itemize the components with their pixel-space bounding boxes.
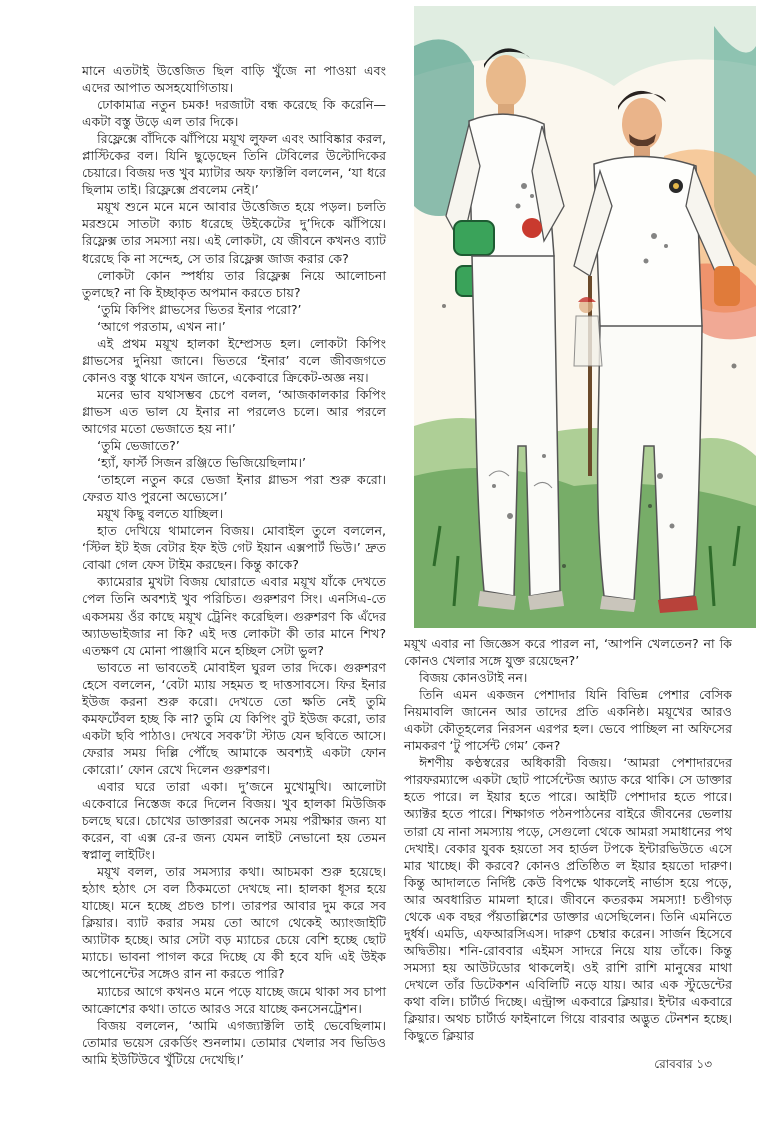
- paragraph: বিজয় বললেন, ‘আমি এগজ্যাক্টলি তাই ভেবেছিলাম। তোমার ভয়েস রেকর্ডিং শুনলাম। তোমার খেলার সব ভিডিও আমি ইউটিউবে খুঁটিয়ে দেখেছি।’: [82, 1017, 386, 1067]
- paragraph: ময়ূখ বলল, তার সমস্যার কথা। আচমকা শুরু হয়েছে। হঠাৎ হঠাৎ সে বল ঠিকমতো দেখছে না। হালকা ধূসর হয়ে যাচ্ছে। মনে হচ্ছে প্রচণ্ড চাপ। তারপর আবার দুম করে সব ক্লিয়ার। ব্যাট করার সময় তো আগে থেকেই অ্যাংজাইটি অ্যাটাক হচ্ছে। আর সেটা বড় ম্যাচের চেয়ে বেশি হচ্ছে ছোট ম্যাচে। ভাবনা পাগল করে দিচ্ছে যে কী হবে যদি এই উইক অপোনেন্টের সঙ্গেও রান না করতে পারি?: [82, 864, 386, 982]
- right-text-column: [404, 635, 732, 1045]
- paragraph: ঈশণীয় কণ্ঠস্বরের অধিকারী বিজয়। ‘আমরা পেশাদারদের পারফরম্যান্সে একটা ছোট পার্সেন্টেজ অ্যাড করে থাকি। সে ডাক্তার হতে পারে। ল ইয়ার হতে পারে। আইটি পেশাদার হতে পারে। অ্যাক্টর হতে পারে। শিক্ষাগত পঠনপাঠনের বাইরে জীবনের ভেলায় তারা যে নানা সমস্যায় পড়ে, সেগুলো থেকে আমরা সমাধানের পথ দেখাই। বেকার যুবক হয়তো সব হার্ডল টপকে ইন্টারভিউতে এসে মার খাচ্ছে। কী করবে? কোনও প্রতিষ্ঠিত ল ইয়ার হয়তো দারুণ। কিন্তু আদালতে নির্দিষ্ট কেউ বিপক্ষে থাকলেই নার্ভাস হয়ে পড়ে, আর অবধারিত মামলা হারে। জীবনে কতরকম সমস্যা! চণ্ডীগড় থেকে এক বছর পঁয়তাল্লিশের ডাক্তার এসেছিলেন। তিনি এমনিতে দুর্ধর্ষ। এমডি, এফআরসিএস। দারুণ চেম্বার করেন। সার্জন হিসেবে অদ্বিতীয়। শনি-রোববার এইমস সাদরে নিয়ে যায় তাঁকে। কিন্তু সমস্যা হয় আউটডোর থাকলেই। ওই রাশি রাশি মানুষের মাথা দেখলে তাঁর ডিটেকশন এবিলিটি নড়ে যায়। আর এক স্টুডেন্টের কথা বলি। চার্টার্ড দিচ্ছে। এন্ট্রান্স একবারে ক্লিয়ার। ইন্টার একবারে ক্লিয়ার। অথচ চার্টার্ড ফাইনালে গিয়ে বারবার অদ্ভুত টেনশন হচ্ছে। কিছুতে ক্লিয়ার: [404, 755, 732, 1044]
- paragraph: ‘তাহলে নতুন করে ভেজা ইনার গ্লাভস পরা শুরু করো। ফেরত যাও পুরনো অভ্যেসে।’: [82, 472, 386, 505]
- left-text-column: [82, 62, 386, 1067]
- cricket-players-illustration: [414, 6, 756, 628]
- paragraph: তিনি এমন একজন পেশাদার যিনি বিভিন্ন পেশার বেসিক নিয়মাবলি জানেন আর তাদের প্রতি একনিষ্ঠ। ময়ূখের আরও একটা কৌতূহলের নিরসন এরপর হল। ভেবে পাচ্ছিল না অফিসের নামকরণ ‘টু পার্সেন্ট গেম’ কেন?: [404, 687, 732, 754]
- paragraph: লোকটা কোন স্পর্ধায় তার রিফ্লেক্স নিয়ে আলোচনা তুলছে? না কি ইচ্ছাকৃত অপমান করতে চায়?: [82, 267, 386, 300]
- paragraph: ভাবতে না ভাবতেই মোবাইল ঘুরল তার দিকে। গুরুশরণ হেসে বললেন, ‘বেটা ম্যায় সহমত হু দাত্তসাবসে। ফির ইনার ইউজ করনা শুরু করো। দেখতে তো ক্ষতি নেই তুমি কমফর্টেবল হচ্ছ কি না? তুমি যে কিপিং বুট ইউজ করো, তার একটা ছবি পাঠাও। দেখবে সবক’টা স্টাড যেন ছবিতে আসে। ফেরার সময় দিল্লি পৌঁছে আমাকে অবশ্যই একটা ফোন কোরো।’ ফোন রেখে দিলেন গুরুশরণ।: [82, 659, 386, 777]
- paragraph: ক্যামেরার মুখটা বিজয় ঘোরাতে এবার ময়ূখ যাঁকে দেখতে পেল তিনি অবশ্যই খুব পরিচিত। গুরুশরণ সিং। এনসিএ-তে একসময় ওঁর কাছে ময়ূখ ট্রেনিং করেছিল। গুরুশরণ কি এঁদের অ্যাডভাইজার না কি? এই দত্ত লোকটা কী তার মানে শিখ? এতক্ষণ যে মোনা পাঞ্জাবি মনে হচ্ছিল সেটা ভুল?: [82, 574, 386, 658]
- paragraph: ‘তুমি ভেজাতে?’: [97, 438, 180, 454]
- paragraph: মানে এতটাই উত্তেজিত ছিল বাড়ি খুঁজে না পাওয়া এবং এদের আপাত অসহযোগিতায়।: [82, 63, 386, 96]
- paragraph: ময়ূখ শুনে মনে মনে আবার উত্তেজিত হয়ে পড়ল। চলতি মরশুমে সাতটা ক্যাচ ধরেছে উইকেটের দু’দিকে ঝাঁপিয়ে। রিফ্লেক্স তার সমস্যা নয়। এই লোকটা, যে জীবনে কখনও ব্যাট ধরেছে কি না সন্দেহ, সে তার রিফ্লেক্স জাজ করার কে?: [82, 199, 386, 266]
- paragraph: এই প্রথম ময়ূখ হালকা ইম্প্রেসড হল। লোকটা কিপিং গ্লাভসের দুনিয়া জানে। ভিতরে ‘ইনার’ বলে জীবজগতে কোনও বস্তু থাকে যখন জানে, একেবারে ক্রিকেট-অজ্ঞ নয়।: [82, 335, 386, 385]
- paragraph: ঢোকামাত্র নতুন চমক! দরজাটা বন্ধ করেছে কি করেনি— একটা বস্তু উড়ে এল তার দিকে।: [82, 97, 386, 130]
- page-folio: রোববার ১৩: [654, 1057, 712, 1071]
- paragraph: ময়ূখ এবার না জিজ্ঞেস করে পারল না, ‘আপনি খেলতেন? না কি কোনও খেলার সঙ্গে যুক্ত রয়েছেন?’: [404, 636, 732, 669]
- illustration-svg: [414, 6, 756, 628]
- paragraph: ম্যাচের আগে কখনও মনে পড়ে যাচ্ছে জমে থাকা সব চাপা আক্রোশের কথা। তাতে আরও সরে যাচ্ছে কনসেনট্রেশন।: [82, 983, 386, 1016]
- paragraph: এবার ঘরে তারা একা। দু’জনে মুখোমুখি। আলোটা একেবারে নিস্তেজ করে দিলেন বিজয়। খুব হালকা মিউজিক চলছে ঘরে। চোখের ডাক্তাররা অনেক সময় পরীক্ষার জন্য যা করেন, বা এক্স রে-র জন্য যেমন লাইট নেভানো হয় তেমন স্বপ্নালু লাইটিং।: [82, 778, 386, 863]
- paragraph: ‘তুমি কিপিং গ্লাভসের ভিতর ইনার পরো?’: [97, 301, 302, 317]
- paragraph: ময়ূখ কিছু বলতে যাচ্ছিল।: [97, 506, 224, 522]
- paragraph: রিফ্লেক্সে বাঁদিকে ঝাঁপিয়ে ময়ূখ লুফল এবং আবিষ্কার করল, প্লাস্টিকের বল। যিনি ছুড়েছেন তিনি টেবিলের উল্টোদিকের চেয়ারে। বিজয় দত্ত খুব ম্যাটার অফ ফ্যাক্টলি বললেন, ‘যা ধরে ছিলাম তাই। রিফ্লেক্সে প্রবলেম নেই।’: [82, 131, 386, 198]
- paragraph: হাত দেখিয়ে থামালেন বিজয়। মোবাইল তুলে বললেন, ‘স্টিল ইট ইজ বেটার ইফ ইউ গেট ইয়ান এক্সপার্ট ভিউ।’ দ্রুত বোঝা গেল ফেস টাইম করছেন। কিন্তু কাকে?: [82, 523, 386, 573]
- paragraph: ‘হ্যাঁ, ফার্স্ট সিজন রঞ্জিতে ভিজিয়েছিলাম।’: [97, 455, 306, 471]
- paragraph: ‘আগে পরতাম, এখন না।’: [97, 318, 226, 334]
- paragraph: মনের ভাব যথাসম্ভব চেপে বলল, ‘আজকালকার কিপিং গ্লাভস এত ভাল যে ইনার না পরলেও চলে। আর পরলে আগের মতো ভেজাতে হয় না।’: [82, 386, 386, 436]
- paragraph: বিজয় কোনওটাই নন।: [419, 670, 528, 686]
